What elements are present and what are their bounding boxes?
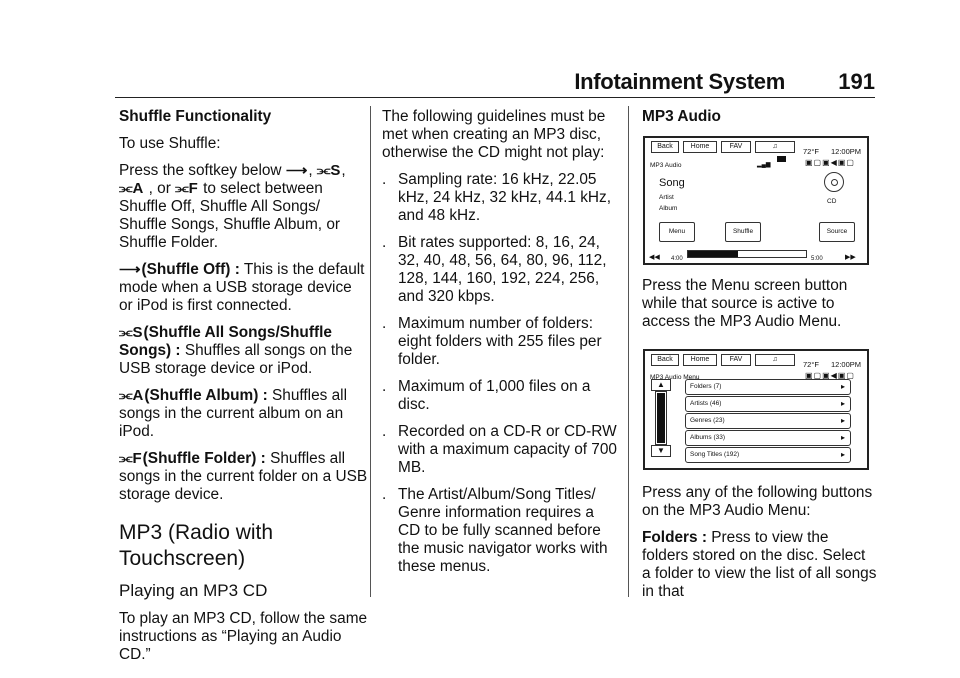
rewind-icon[interactable]: ◀◀: [649, 254, 660, 261]
back-button[interactable]: Back: [651, 354, 679, 366]
list-item[interactable]: [685, 396, 851, 412]
scroll-up-icon[interactable]: ▲: [651, 379, 671, 391]
mp3-audio-menu-screen: [643, 349, 869, 470]
signal-icon: ▂▄▆: [757, 162, 771, 168]
bullet-item: [382, 486, 620, 576]
shuffle-folder-icon: ⫘F: [119, 450, 142, 467]
paragraph: The following guidelines must be met when creating an MP3 disc, otherwise the CD might not play:: [382, 108, 606, 161]
bullet-item: [382, 234, 620, 306]
list-item[interactable]: [685, 447, 851, 463]
fav-button[interactable]: FAV: [721, 141, 751, 153]
chevron-right-icon: ▸: [840, 416, 845, 425]
battery-icon: [777, 156, 786, 162]
list-item[interactable]: [685, 379, 851, 395]
instruction-paragraph: Press the softkey below ⟶, ⫘S, ⫘A , or ⫘F to select between Shuffle Off, Shuffle All Songs/ Shuffle Songs, Shuffle Album, or Shuffle Folder.: [119, 162, 346, 251]
term: (Shuffle All Songs/Shuffle Songs) :: [119, 324, 332, 359]
bullet-item: [382, 378, 620, 414]
fast-forward-icon[interactable]: ▶▶: [845, 254, 856, 261]
chevron-right-icon: ▸: [840, 450, 845, 459]
bullet-item: [382, 315, 620, 369]
term: Folders :: [642, 529, 707, 546]
bullet-text: Maximum number of folders: eight folders with 255 files per folder.: [398, 315, 602, 368]
section-heading: Shuffle Functionality: [119, 108, 272, 125]
album-label: Album: [659, 205, 678, 212]
folders-paragraph: [642, 529, 878, 601]
tune-icon[interactable]: ♫: [755, 354, 795, 366]
menu-title: MP3 Audio Menu: [650, 374, 700, 381]
home-button[interactable]: Home: [683, 354, 717, 366]
bullet-mark: .: [382, 378, 387, 395]
cd-icon: [824, 172, 844, 192]
fav-button[interactable]: FAV: [721, 354, 751, 366]
bullet-text: Recorded on a CD-R or CD-RW with a maximum capacity of 700 MB.: [398, 423, 617, 476]
text: Shuffles all songs in the current folder on a USB storage device.: [119, 450, 368, 503]
shuffle-album-icon: ⫘A: [119, 387, 144, 404]
list-item-label: Artists (46): [690, 400, 722, 407]
column-2: [382, 108, 620, 585]
bullet-mark: .: [382, 423, 387, 440]
song-label: Song: [659, 177, 685, 189]
shuffle-album-icon: ⫘A: [119, 180, 144, 197]
bullet-item: [382, 423, 620, 477]
list-item-label: Genres (23): [690, 417, 725, 424]
chevron-right-icon: ▸: [840, 382, 845, 391]
bullet-mark: .: [382, 486, 387, 503]
bullet-mark: .: [382, 234, 387, 251]
chevron-right-icon: ▸: [840, 399, 845, 408]
caption: Press any of the following buttons on the MP3 Audio Menu:: [642, 484, 873, 519]
scroll-down-icon[interactable]: ▼: [651, 445, 671, 457]
bullet-text: Maximum of 1,000 files on a disc.: [398, 378, 591, 413]
text: Shuffles all songs on the USB storage device or iPod.: [119, 342, 353, 377]
text: Shuffles all songs in the current album on an iPod.: [119, 387, 348, 440]
bullet-item: [382, 171, 620, 225]
shuffle-album-paragraph: [119, 387, 369, 441]
shuffle-off-paragraph: [119, 261, 369, 315]
column-divider: [370, 106, 371, 597]
home-button[interactable]: Home: [683, 141, 717, 153]
caption: Press the Menu screen button while that source is active to access the MP3 Audio Menu.: [642, 277, 848, 330]
shuffle-button[interactable]: Shuffle: [725, 222, 761, 242]
cd-label: CD: [827, 198, 837, 205]
text: to select between Shuffle Off, Shuffle All Songs/ Shuffle Songs, Shuffle Album, or Shuffle Folder.: [119, 180, 341, 251]
column-1: [119, 108, 369, 673]
list-item[interactable]: [685, 430, 851, 446]
text: Press the softkey below: [119, 162, 286, 179]
bullet-text: Sampling rate: 16 kHz, 22.05 kHz, 24 kHz, 32 kHz, 44.1 kHz, and 48 kHz.: [398, 171, 611, 224]
chevron-right-icon: ▸: [840, 433, 845, 442]
shuffle-songs-icon: ⫘S: [316, 162, 341, 179]
bullet-mark: .: [382, 315, 387, 332]
list-item-label: Folders (7): [690, 383, 722, 390]
list-item-label: Song Titles (192): [690, 451, 740, 458]
bullet-text: Bit rates supported: 8, 16, 24, 32, 40, 48, 56, 64, 80, 96, 112, 128, 144, 160, 192, 224, 256, and 320 kbps.: [398, 234, 607, 305]
shuffle-folder-icon: ⫘F: [175, 180, 198, 197]
term: (Shuffle Off) :: [141, 261, 240, 278]
section-title: MP3 (Radio with Touchscreen): [119, 521, 274, 570]
text: This is the default mode when a USB storage device or iPod is first connected.: [119, 261, 365, 314]
shuffle-songs-paragraph: [119, 324, 369, 378]
paragraph: To use Shuffle:: [119, 135, 221, 152]
source-title: MP3 Audio: [650, 162, 682, 169]
shuffle-off-icon: ⟶: [119, 261, 141, 278]
scrollbar[interactable]: [655, 391, 667, 445]
tune-icon[interactable]: ♫: [755, 141, 795, 153]
shuffle-folder-paragraph: [119, 450, 369, 504]
header-rule: [115, 97, 875, 98]
term: (Shuffle Folder) :: [142, 450, 266, 467]
text: , or: [144, 180, 176, 197]
paragraph: To play an MP3 CD, follow the same instructions as “Playing an Audio CD.”: [119, 610, 368, 663]
subsection-title: Playing an MP3 CD: [119, 581, 268, 600]
text: Press to view the folders stored on the disc. Select a folder to view the list of all songs in that: [642, 529, 877, 600]
section-heading: MP3 Audio: [642, 108, 721, 125]
progress-bar[interactable]: [687, 250, 807, 258]
bullet-mark: .: [382, 171, 387, 188]
temperature: 72°F: [803, 360, 819, 369]
column-3: [642, 108, 878, 610]
mp3-audio-screen: [643, 136, 869, 265]
artist-label: Artist: [659, 194, 674, 201]
elapsed-time: 4:00: [671, 256, 683, 262]
clock: 12:00PM: [831, 360, 862, 369]
list-item-label: Albums (33): [690, 434, 726, 441]
list-item[interactable]: [685, 413, 851, 429]
page-header: [115, 64, 875, 98]
total-time: 5:00: [811, 256, 823, 262]
column-divider: [628, 106, 629, 597]
status-icons: ▣▢▣◀▣▢: [805, 371, 855, 380]
back-button[interactable]: Back: [651, 141, 679, 153]
shuffle-songs-icon: ⫘S: [119, 324, 143, 341]
page-number: 191: [838, 69, 875, 94]
shuffle-off-icon: ⟶: [285, 162, 308, 179]
header-title: Infotainment System: [574, 69, 785, 94]
status-icons: ▣▢▣◀▣▢: [805, 158, 855, 167]
temperature: 72°F: [803, 147, 819, 156]
bullet-text: The Artist/Album/Song Titles/ Genre information requires a CD to be fully scanned before the music navigator works with these menus.: [398, 486, 608, 575]
source-button[interactable]: Source: [819, 222, 855, 242]
term: (Shuffle Album) :: [144, 387, 268, 404]
menu-button[interactable]: Menu: [659, 222, 695, 242]
progress-fill: [688, 251, 738, 257]
clock: 12:00PM: [831, 147, 862, 156]
